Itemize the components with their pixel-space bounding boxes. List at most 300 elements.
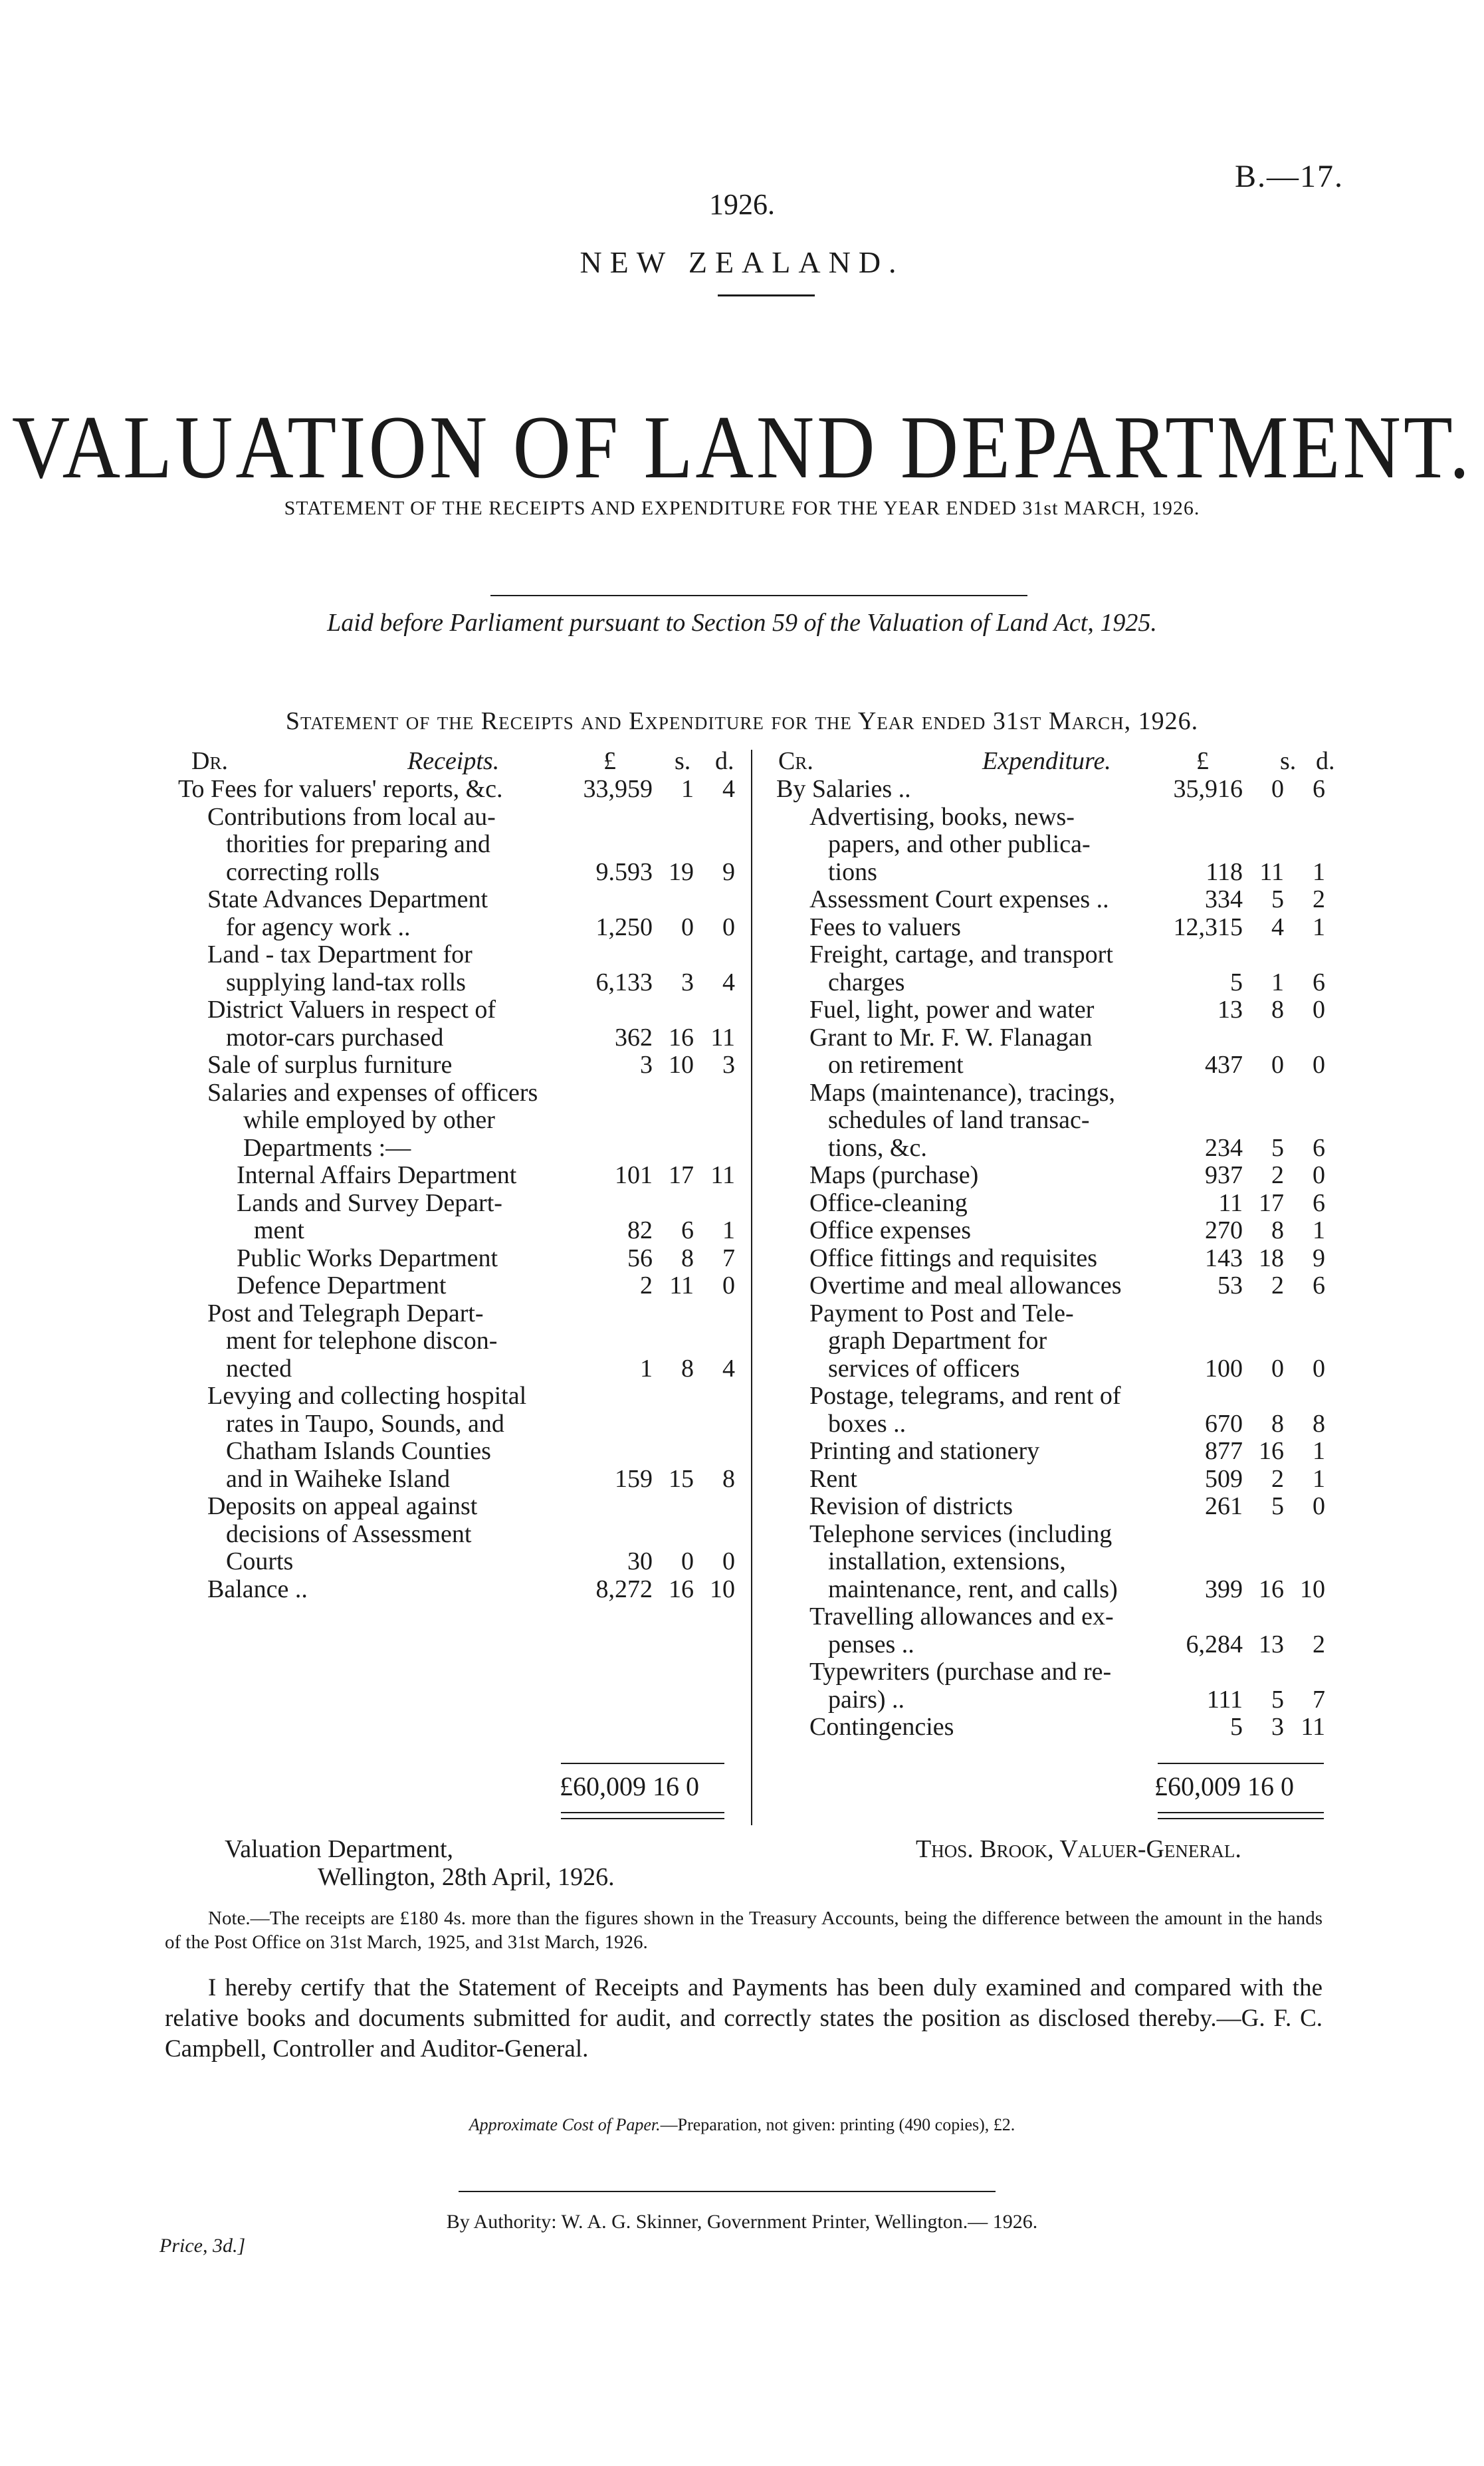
receipts-row (178, 1410, 748, 1438)
receipts-row-label: ment (254, 1216, 304, 1244)
receipts-row-label: Salaries and expenses of officers (207, 1078, 538, 1107)
expenditure-amount-s: 3 (1271, 1713, 1284, 1741)
receipts-row (178, 1521, 748, 1549)
expenditure-row-label: Office-cleaning (809, 1188, 968, 1217)
signoff-place-date: Wellington, 28th April, 1926. (318, 1863, 615, 1891)
expenditure-row (776, 1024, 1334, 1052)
receipts-row-label: Contributions from local au- (207, 802, 496, 831)
expenditure-row (776, 1052, 1334, 1079)
expenditure-amount-pounds: 234 (1205, 1133, 1243, 1162)
receipts-row-label: Levying and collecting hospital (207, 1382, 527, 1410)
cost-label: Approximate Cost of Paper. (469, 2115, 661, 2134)
cr-label: Cr. (778, 747, 813, 775)
expenditure-row-label: on retirement (828, 1051, 964, 1079)
expenditure-header (776, 748, 1334, 776)
receipts-row-amount (562, 1355, 735, 1383)
receipts-row-label: To Fees for valuers' reports, &c. (178, 775, 503, 803)
expenditure-amount-pounds: 12,315 (1173, 913, 1243, 941)
expenditure-amount-pounds: 111 (1206, 1685, 1243, 1714)
receipts-row (178, 886, 748, 914)
expenditure-row-label: Office expenses (809, 1216, 972, 1244)
expenditure-amount-d: 9 (1313, 1244, 1325, 1272)
expenditure-amount-s: 8 (1271, 996, 1284, 1024)
receipts-row (178, 804, 748, 832)
expenditure-row-label: Freight, cartage, and transport (809, 941, 1113, 968)
receipts-total-rule-top (561, 1763, 724, 1764)
expenditure-row-amount (1152, 886, 1325, 914)
receipts-row (178, 859, 748, 887)
expenditure-amount-pounds: 937 (1205, 1161, 1243, 1189)
receipts-amount-pounds: 82 (627, 1216, 653, 1244)
receipts-row-label: and in Waiheke Island (226, 1464, 451, 1493)
audit-certification: I hereby certify that the Statement of Receipts and Payments has been duly examined and compared with the relative books and documents submitted for audit, and correctly states the position as disclosed thereby.—G. F. C. Campbell, Controller and Auditor-General. (165, 1974, 1323, 2063)
expenditure-amount-d: 0 (1313, 1161, 1325, 1189)
page-subtitle: STATEMENT OF THE RECEIPTS AND EXPENDITURE FOR THE YEAR ENDED 31st MARCH, 1926. (284, 497, 1200, 519)
receipts-row (178, 1162, 748, 1190)
expenditure-heading: Expenditure. (982, 747, 1111, 775)
expenditure-row-amount (1152, 1631, 1325, 1659)
expenditure-row-label: Fees to valuers (809, 913, 961, 941)
receipts-row-label: decisions of Assessment (226, 1519, 472, 1548)
receipts-row-amount (562, 859, 735, 887)
expenditure-row-amount (1152, 1190, 1325, 1218)
receipts-amount-pounds: 6,133 (595, 968, 653, 996)
expenditure-row-label: Assessment Court expenses .. (809, 885, 1109, 913)
expenditure-row-amount (1152, 914, 1325, 942)
receipts-amount-d: 10 (710, 1575, 735, 1603)
expenditure-amount-pounds: 53 (1218, 1272, 1243, 1299)
expenditure-row (776, 996, 1334, 1024)
expenditure-amount-s: 0 (1271, 1354, 1284, 1383)
page-title: VALUATION OF LAND DEPARTMENT. (11, 397, 1473, 498)
receipts-amount-s: 0 (681, 913, 694, 941)
receipts-row-amount (562, 776, 735, 804)
receipts-row (178, 1300, 748, 1328)
expenditure-amount-d: 7 (1313, 1685, 1325, 1714)
receipts-amount-s: 17 (669, 1161, 694, 1189)
expenditure-row (776, 969, 1334, 997)
receipts-row-label: Internal Affairs Department (237, 1161, 517, 1189)
receipts-row-label: thorities for preparing and (226, 830, 490, 858)
expenditure-row (776, 1493, 1334, 1521)
receipts-amount-pounds: 3 (640, 1051, 653, 1079)
expenditure-row-amount (1152, 1438, 1325, 1466)
receipts-amount-d: 11 (710, 1023, 735, 1052)
expenditure-row-label: Printing and stationery (809, 1437, 1040, 1465)
expenditure-amount-d: 6 (1313, 775, 1325, 803)
receipts-amount-pounds: 1 (640, 1354, 653, 1383)
expenditure-amount-pounds: 399 (1205, 1575, 1243, 1603)
expenditure-amount-d: 1 (1313, 1437, 1325, 1465)
expenditure-row-label: Grant to Mr. F. W. Flanagan (809, 1023, 1093, 1052)
receipts-row (178, 1576, 748, 1604)
expenditure-row-label: Contingencies (809, 1713, 954, 1741)
receipts-col-pounds: £ (603, 747, 616, 775)
expenditure-row-amount (1152, 1135, 1325, 1163)
receipts-row-label: Sale of surplus furniture (207, 1051, 453, 1079)
receipts-amount-pounds: 9.593 (595, 857, 653, 886)
expenditure-row-amount (1152, 996, 1325, 1024)
expenditure-amount-pounds: 5 (1230, 968, 1243, 996)
receipts-row-label: rates in Taupo, Sounds, and (226, 1409, 504, 1438)
expenditure-row-amount (1152, 1410, 1325, 1438)
receipts-row (178, 969, 748, 997)
receipts-row (178, 1107, 748, 1135)
receipts-row-label: motor-cars purchased (226, 1023, 444, 1052)
expenditure-amount-s: 11 (1259, 857, 1284, 886)
expenditure-row-label: Fuel, light, power and water (809, 996, 1095, 1024)
signoff-signer: Thos. Brook, Valuer-General. (916, 1835, 1241, 1863)
expenditure-row-label: By Salaries .. (776, 775, 911, 803)
expenditure-row (776, 886, 1334, 914)
expenditure-row-label: Maps (purchase) (809, 1161, 979, 1189)
receipts-row (178, 1272, 748, 1300)
cost-of-paper (0, 2115, 1484, 2135)
receipts-row (178, 1217, 748, 1245)
document-reference: B.—17. (1235, 159, 1344, 194)
expenditure-amount-s: 0 (1271, 1051, 1284, 1079)
expenditure-amount-s: 2 (1271, 1464, 1284, 1493)
expenditure-amount-pounds: 334 (1205, 885, 1243, 913)
receipts-row-label: ment for telephone discon- (226, 1327, 498, 1355)
expenditure-amount-s: 16 (1259, 1575, 1284, 1603)
cost-text: —Preparation, not given: printing (490 copies), £2. (660, 2115, 1015, 2134)
expenditure-amount-s: 5 (1271, 1685, 1284, 1714)
expenditure-amount-d: 1 (1313, 1464, 1325, 1493)
receipts-amount-d: 7 (722, 1244, 735, 1272)
expenditure-row-label: Revision of districts (809, 1492, 1013, 1520)
expenditure-row (776, 1079, 1334, 1107)
expenditure-row-label: Overtime and meal allowances (809, 1272, 1122, 1299)
expenditure-row (776, 1576, 1334, 1604)
expenditure-row-label: tions (828, 857, 877, 886)
receipts-amount-pounds: 2 (640, 1272, 653, 1299)
receipts-amount-d: 4 (722, 1354, 735, 1383)
receipts-total-rule-b (561, 1818, 724, 1819)
receipts-row-label: Post and Telegraph Depart- (207, 1299, 484, 1327)
expenditure-amount-d: 2 (1313, 885, 1325, 913)
expenditure-amount-pounds: 670 (1205, 1409, 1243, 1438)
expenditure-row (776, 1107, 1334, 1135)
expenditure-amount-pounds: 270 (1205, 1216, 1243, 1244)
expenditure-row-amount (1152, 1272, 1325, 1300)
receipts-amount-d: 9 (722, 857, 735, 886)
price-label: Price, 3d.] (159, 2235, 246, 2257)
expenditure-row-amount (1152, 1245, 1325, 1273)
receipts-row (178, 1438, 748, 1466)
receipts-row-label: while employed by other (243, 1106, 495, 1134)
expenditure-row-amount (1152, 1686, 1325, 1714)
expenditure-total-rule-top (1158, 1763, 1324, 1764)
receipts-total-rule-a (561, 1812, 724, 1813)
expenditure-amount-pounds: 118 (1206, 857, 1243, 886)
expenditure-col-pence: d. (1316, 747, 1335, 775)
receipts-row (178, 1245, 748, 1273)
receipts-row-label: supplying land-tax rolls (226, 968, 466, 996)
expenditure-row-amount (1152, 1576, 1325, 1604)
receipts-row-label: Land - tax Department for (207, 941, 473, 968)
expenditure-row-label: penses .. (828, 1630, 914, 1658)
dr-label: Dr. (191, 747, 228, 775)
laid-before-parliament: Laid before Parliament pursuant to Section 59 of the Valuation of Land Act, 1925. (327, 609, 1157, 637)
expenditure-row-label: papers, and other publica- (828, 830, 1091, 858)
statement-heading: Statement of the Receipts and Expenditure for the Year ended 31st March, 1926. (285, 707, 1199, 735)
expenditure-row (776, 1217, 1334, 1245)
expenditure-row-label: charges (828, 968, 905, 996)
receipts-row (178, 776, 748, 804)
expenditure-amount-d: 10 (1300, 1575, 1325, 1603)
expenditure-row (776, 1190, 1334, 1218)
expenditure-row (776, 1466, 1334, 1494)
receipts-amount-d: 8 (722, 1464, 735, 1493)
expenditure-amount-s: 17 (1259, 1188, 1284, 1217)
expenditure-row-label: Payment to Post and Tele- (809, 1299, 1074, 1327)
expenditure-row-amount (1152, 1355, 1325, 1383)
expenditure-amount-pounds: 509 (1205, 1464, 1243, 1493)
expenditure-amount-s: 5 (1271, 885, 1284, 913)
expenditure-amount-s: 8 (1271, 1216, 1284, 1244)
receipts-amount-pounds: 159 (615, 1464, 653, 1493)
receipts-row-amount (562, 914, 735, 942)
laid-rule-top (490, 595, 1027, 596)
expenditure-amount-s: 2 (1271, 1161, 1284, 1189)
expenditure-row (776, 831, 1334, 859)
expenditure-amount-s: 0 (1271, 775, 1284, 803)
expenditure-table (776, 748, 1334, 1741)
receipts-amount-pounds: 8,272 (595, 1575, 653, 1603)
expenditure-row-label: Rent (809, 1464, 857, 1493)
expenditure-amount-d: 1 (1313, 1216, 1325, 1244)
expenditure-amount-d: 2 (1313, 1630, 1325, 1658)
receipts-amount-pounds: 1,250 (595, 913, 653, 941)
receipts-row-amount (562, 1052, 735, 1079)
document-year: 1926. (709, 188, 775, 221)
receipts-row-amount (562, 1466, 735, 1494)
receipts-row-label: Public Works Department (237, 1244, 498, 1272)
expenditure-row-label: graph Department for (828, 1327, 1047, 1355)
expenditure-row (776, 1135, 1334, 1163)
expenditure-amount-pounds: 261 (1205, 1492, 1243, 1520)
receipts-amount-d: 4 (722, 968, 735, 996)
expenditure-amount-s: 5 (1271, 1492, 1284, 1520)
receipts-row (178, 1135, 748, 1163)
expenditure-amount-s: 18 (1259, 1244, 1284, 1272)
expenditure-row (776, 941, 1334, 969)
receipts-amount-pounds: 362 (615, 1023, 653, 1052)
treasury-note: Note.—The receipts are £180 4s. more than the figures shown in the Treasury Accounts, being the difference between the amount in the hands of the Post Office on 31st March, 1925, and 31st March, 1926. (165, 1908, 1323, 1953)
expenditure-amount-d: 6 (1313, 1272, 1325, 1299)
expenditure-row-amount (1152, 1162, 1325, 1190)
expenditure-col-shillings: s. (1280, 747, 1297, 775)
receipts-amount-d: 3 (722, 1051, 735, 1079)
expenditure-row (776, 1714, 1334, 1741)
expenditure-row-label: services of officers (828, 1354, 1020, 1383)
receipts-row-label: Chatham Islands Counties (226, 1437, 491, 1465)
receipts-row-label: Courts (226, 1547, 294, 1575)
expenditure-row (776, 1631, 1334, 1659)
expenditure-row (776, 1272, 1334, 1300)
receipts-row (178, 996, 748, 1024)
receipts-amount-d: 0 (722, 1272, 735, 1299)
receipts-table (178, 748, 748, 1603)
expenditure-row (776, 1327, 1334, 1355)
expenditure-amount-d: 6 (1313, 1188, 1325, 1217)
receipts-row (178, 1327, 748, 1355)
expenditure-row (776, 1383, 1334, 1410)
expenditure-amount-s: 13 (1259, 1630, 1284, 1658)
expenditure-row (776, 1686, 1334, 1714)
receipts-row-label: correcting rolls (226, 857, 380, 886)
expenditure-row-amount (1152, 1466, 1325, 1494)
expenditure-row (776, 1410, 1334, 1438)
receipts-row-label: nected (226, 1354, 292, 1383)
receipts-row-label: Defence Department (237, 1272, 447, 1299)
receipts-row-amount (562, 1548, 735, 1576)
receipts-header (178, 748, 748, 776)
expenditure-amount-d: 0 (1313, 1354, 1325, 1383)
receipts-amount-s: 6 (681, 1216, 694, 1244)
expenditure-amount-d: 8 (1313, 1409, 1325, 1438)
expenditure-row (776, 1438, 1334, 1466)
expenditure-row-label: maintenance, rent, and calls) (828, 1575, 1118, 1603)
receipts-amount-s: 10 (669, 1051, 694, 1079)
receipts-row (178, 1079, 748, 1107)
receipts-row-amount (562, 1272, 735, 1300)
receipts-row-label: Deposits on appeal against (207, 1492, 478, 1520)
receipts-row-label: State Advances Department (207, 885, 488, 913)
receipts-row-label: for agency work .. (226, 913, 411, 941)
expenditure-amount-s: 1 (1271, 968, 1284, 996)
receipts-row-amount (562, 1576, 735, 1604)
expenditure-row-amount (1152, 1493, 1325, 1521)
expenditure-amount-pounds: 143 (1205, 1244, 1243, 1272)
expenditure-row-amount (1152, 969, 1325, 997)
expenditure-amount-d: 0 (1313, 1492, 1325, 1520)
expenditure-amount-s: 4 (1271, 913, 1284, 941)
expenditure-row-amount (1152, 1714, 1325, 1741)
receipts-row-label: Departments :— (243, 1133, 411, 1162)
receipts-row-amount (562, 1162, 735, 1190)
expenditure-row (776, 1245, 1334, 1273)
receipts-row (178, 914, 748, 942)
expenditure-row (776, 1162, 1334, 1190)
expenditure-amount-pounds: 100 (1205, 1354, 1243, 1383)
receipts-row-amount (562, 1245, 735, 1273)
receipts-amount-s: 16 (669, 1023, 694, 1052)
expenditure-amount-pounds: 11 (1218, 1188, 1243, 1217)
column-divider (751, 750, 752, 1825)
receipts-total: £60,009 16 0 (560, 1771, 699, 1801)
receipts-row (178, 941, 748, 969)
receipts-amount-pounds: 30 (627, 1547, 653, 1575)
receipts-row (178, 1355, 748, 1383)
receipts-amount-s: 15 (669, 1464, 694, 1493)
receipts-col-shillings: s. (675, 747, 691, 775)
expenditure-col-pounds: £ (1196, 747, 1209, 775)
signoff-department: Valuation Department, (225, 1835, 454, 1863)
expenditure-row (776, 859, 1334, 887)
expenditure-row (776, 1355, 1334, 1383)
expenditure-amount-pounds: 6,284 (1186, 1630, 1243, 1658)
receipts-amount-d: 1 (722, 1216, 735, 1244)
receipts-amount-s: 1 (681, 775, 694, 803)
expenditure-row (776, 1603, 1334, 1631)
heading-rule (718, 294, 815, 296)
receipts-amount-d: 4 (722, 775, 735, 803)
expenditure-row-label: Typewriters (purchase and re- (809, 1658, 1112, 1686)
expenditure-row-label: Postage, telegrams, and rent of (809, 1382, 1121, 1410)
receipts-amount-d: 11 (710, 1161, 735, 1189)
receipts-amount-pounds: 101 (615, 1161, 653, 1189)
expenditure-total-rule-a (1158, 1812, 1324, 1813)
receipts-amount-s: 11 (669, 1272, 694, 1299)
expenditure-amount-pounds: 877 (1205, 1437, 1243, 1465)
receipts-amount-s: 3 (681, 968, 694, 996)
expenditure-row (776, 1548, 1334, 1576)
expenditure-row-amount (1152, 776, 1325, 804)
expenditure-row-label: Telephone services (including (809, 1519, 1113, 1548)
receipts-row (178, 1024, 748, 1052)
receipts-amount-s: 8 (681, 1244, 694, 1272)
expenditure-row-amount (1152, 1217, 1325, 1245)
receipts-heading: Receipts. (407, 747, 500, 775)
expenditure-row-label: Advertising, books, news- (809, 802, 1075, 831)
receipts-amount-s: 8 (681, 1354, 694, 1383)
expenditure-row (776, 914, 1334, 942)
receipts-row (178, 1190, 748, 1218)
expenditure-row-amount (1152, 859, 1325, 887)
expenditure-amount-d: 0 (1313, 996, 1325, 1024)
receipts-row-label: District Valuers in respect of (207, 996, 496, 1024)
expenditure-amount-d: 1 (1313, 913, 1325, 941)
receipts-row (178, 1052, 748, 1079)
receipts-row-amount (562, 1024, 735, 1052)
expenditure-row-amount (1152, 1052, 1325, 1079)
expenditure-row-label: tions, &c. (828, 1133, 927, 1162)
receipts-amount-d: 0 (722, 1547, 735, 1575)
expenditure-total-rule-b (1158, 1818, 1324, 1819)
expenditure-amount-s: 8 (1271, 1409, 1284, 1438)
expenditure-row-label: Maps (maintenance), tracings, (809, 1078, 1116, 1107)
expenditure-row (776, 776, 1334, 804)
receipts-row (178, 1548, 748, 1576)
expenditure-row-label: installation, extensions, (828, 1547, 1066, 1575)
receipts-row (178, 831, 748, 859)
receipts-row-label: Lands and Survey Depart- (237, 1188, 502, 1217)
expenditure-amount-s: 5 (1271, 1133, 1284, 1162)
receipts-row (178, 1383, 748, 1410)
expenditure-amount-pounds: 13 (1218, 996, 1243, 1024)
receipts-row-label: Balance .. (207, 1575, 308, 1603)
expenditure-row (776, 1300, 1334, 1328)
expenditure-amount-pounds: 5 (1230, 1713, 1243, 1741)
expenditure-amount-s: 16 (1259, 1437, 1284, 1465)
country-heading: NEW ZEALAND. (580, 245, 904, 279)
expenditure-row-label: Office fittings and requisites (809, 1244, 1098, 1272)
expenditure-total: £60,009 16 0 (1154, 1771, 1294, 1801)
receipts-amount-s: 0 (681, 1547, 694, 1575)
expenditure-amount-d: 6 (1313, 1133, 1325, 1162)
expenditure-row (776, 1521, 1334, 1549)
receipts-row (178, 1466, 748, 1494)
receipts-amount-d: 0 (722, 913, 735, 941)
expenditure-row-label: schedules of land transac- (828, 1106, 1090, 1134)
expenditure-amount-d: 1 (1313, 857, 1325, 886)
receipts-row (178, 1493, 748, 1521)
expenditure-row (776, 1658, 1334, 1686)
expenditure-row-label: pairs) .. (828, 1685, 905, 1714)
expenditure-amount-d: 11 (1301, 1713, 1325, 1741)
